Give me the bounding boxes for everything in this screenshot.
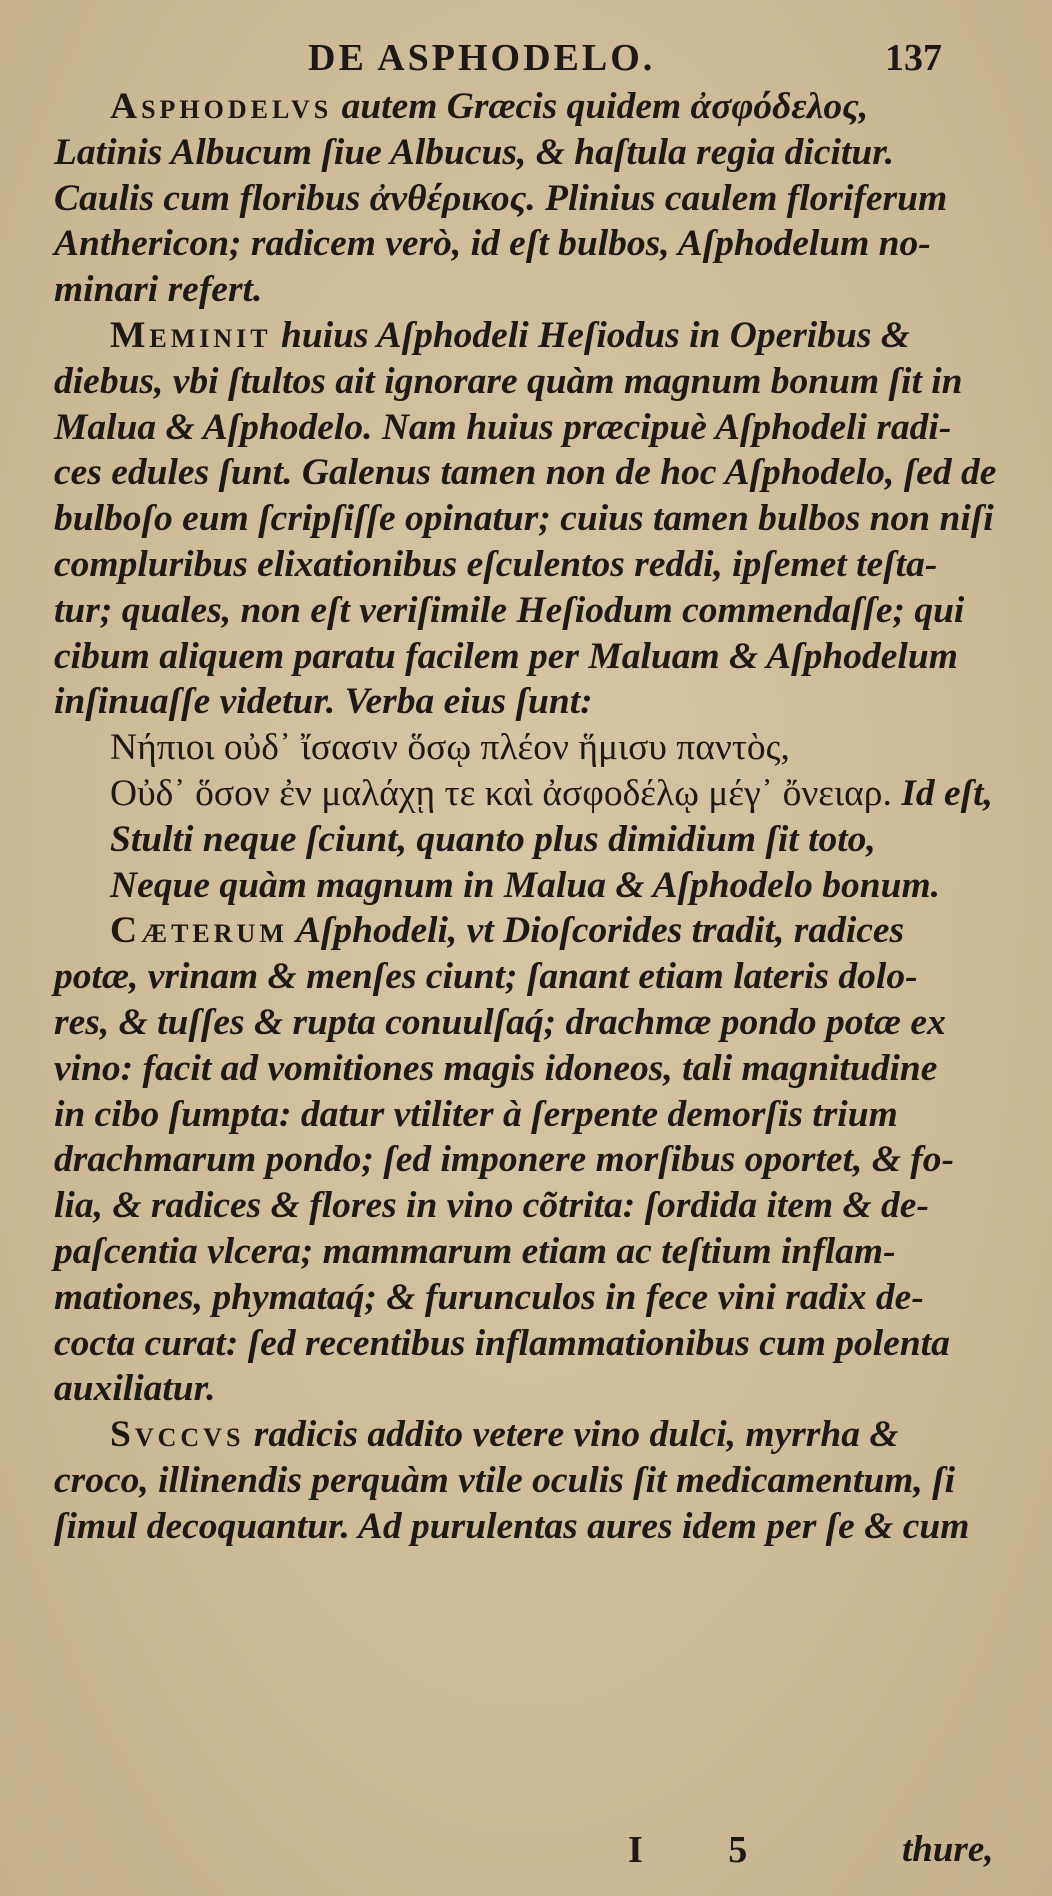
line-text: tur; quales, non eſt veriſimile Heſiodum commendaſſe; qui (54, 589, 965, 631)
page-header (0, 36, 1052, 82)
text-line (54, 405, 1004, 451)
line-text: Caulis cum floribus ἀνθέρικος. Plinius caulem floriferum (54, 177, 948, 219)
line-text: cibum aliquem paratu facilem per Maluam & Aſphodelum (54, 635, 958, 677)
line-text: Malua & Aſphodelo. Nam huius præcipuè Aſphodeli radi- (54, 406, 952, 448)
text-line (54, 1000, 1004, 1046)
text-line (54, 1366, 1004, 1412)
text-line (54, 1046, 1004, 1092)
paragraph-lead: Cæterum (110, 910, 288, 952)
line-text: Aſphodeli, vt Dioſcorides tradit, radices (287, 910, 905, 952)
line-text: drachmarum pondo; ſed imponere morſibus oportet, & fo- (54, 1139, 955, 1181)
text-line (54, 84, 1004, 130)
line-text: ces edules ſunt. Galenus tamen non de hoc Aſphodelo, ſed de (54, 452, 997, 494)
body-text (54, 84, 1004, 1550)
line-text: diebus, vbi ſtultos ait ignorare quàm magnum bonum ſit in (54, 360, 963, 402)
greek-verse: Οὐδ᾽ ὅσον ἐν μαλάχῃ τε καὶ ἀσφοδέλῳ μέγ᾽ ὄνειαρ. (110, 772, 892, 814)
running-head: DE ASPHODELO. (308, 37, 656, 79)
text-line (54, 359, 1004, 405)
line-text: vino: facit ad vomitiones magis idoneos, tali magnitudine (54, 1047, 938, 1089)
line-text: Stulti neque ſciunt, quanto plus dimidium ſit toto, (110, 818, 876, 860)
catchword: thure, (902, 1829, 994, 1870)
line-text: auxiliatur. (54, 1368, 216, 1410)
text-line (54, 1137, 1004, 1183)
line-text: minari refert. (54, 269, 263, 311)
paragraph-lead: Meminit (110, 314, 272, 356)
text-line (54, 634, 1004, 680)
line-text: croco, illinendis perquàm vtile oculis ſit medicamentum, ſi (54, 1459, 956, 1501)
line-text: Id eſt, (891, 772, 993, 814)
text-line (54, 1229, 1004, 1275)
text-line (54, 450, 1004, 496)
text-line (54, 679, 1004, 725)
text-line (54, 176, 1004, 222)
paragraph-lead: Svccvs (110, 1414, 245, 1456)
line-text: ſimul decoquantur. Ad purulentas aures idem per ſe & cum (54, 1505, 970, 1547)
line-text: cocta curat: ſed recentibus inflammationibus cum polenta (54, 1322, 950, 1364)
greek-verse: Νήπιοι οὐδ᾽ ἴσασιν ὅσῳ πλέον ἥμισυ παντὸς, (110, 727, 790, 769)
line-text: mationes, phymataq́; & furunculos in fece vini radix de- (54, 1276, 924, 1318)
text-line (54, 1504, 1004, 1550)
signature-mark: I 5 (628, 1829, 786, 1871)
text-line (54, 1412, 1004, 1458)
page-number: 137 (885, 37, 942, 79)
line-text: Neque quàm magnum in Malua & Aſphodelo bonum. (110, 864, 941, 906)
text-line (54, 908, 1004, 954)
verse-line (54, 725, 1004, 771)
line-text: Latinis Albucum ſiue Albucus, & haſtula regia dicitur. (54, 131, 895, 173)
line-text: paſcentia vlcera; mammarum etiam ac teſtium inflam- (54, 1230, 896, 1272)
text-line (54, 542, 1004, 588)
line-text: huius Aſphodeli Heſiodus in Operibus & (271, 314, 910, 356)
translation-line (54, 863, 1004, 909)
text-line (54, 1458, 1004, 1504)
text-line (54, 130, 1004, 176)
line-text: in cibo ſumpta: datur vtiliter à ſerpente demorſis trium (54, 1093, 898, 1135)
line-text: potæ, vrinam & menſes ciunt; ſanant etiam lateris dolo- (54, 956, 918, 998)
text-line (54, 954, 1004, 1000)
text-line (54, 1183, 1004, 1229)
line-text: inſinuaſſe videtur. Verba eius ſunt: (54, 681, 593, 723)
line-text: Anthericon; radicem verò, id eſt bulbos, Aſphodelum no- (54, 223, 931, 265)
line-text: lia, & radices & flores in vino cõtrita: ſordida item & de- (54, 1185, 929, 1227)
text-line (54, 1275, 1004, 1321)
text-line (54, 221, 1004, 267)
text-line (54, 1092, 1004, 1138)
paragraph-lead: Asphodelvs (110, 86, 333, 127)
line-text: radicis addito vetere vino dulci, myrrha & (244, 1414, 899, 1456)
line-text: bulboſo eum ſcripſiſſe opinatur; cuius tamen bulbos non niſi (54, 498, 994, 540)
line-text: compluribus elixationibus eſculentos reddi, ipſemet teſta- (54, 543, 938, 585)
verse-line (54, 771, 1004, 817)
text-line (54, 496, 1004, 542)
line-text: autem Græcis quidem ἀσφόδελος, (332, 86, 869, 127)
text-line (54, 267, 1004, 313)
text-line (54, 313, 1004, 359)
line-text: res, & tuſſes & rupta conuulſaq́; drachmæ pondo potæ ex (54, 1001, 946, 1043)
text-line (54, 588, 1004, 634)
text-line (54, 1321, 1004, 1367)
translation-line (54, 817, 1004, 863)
